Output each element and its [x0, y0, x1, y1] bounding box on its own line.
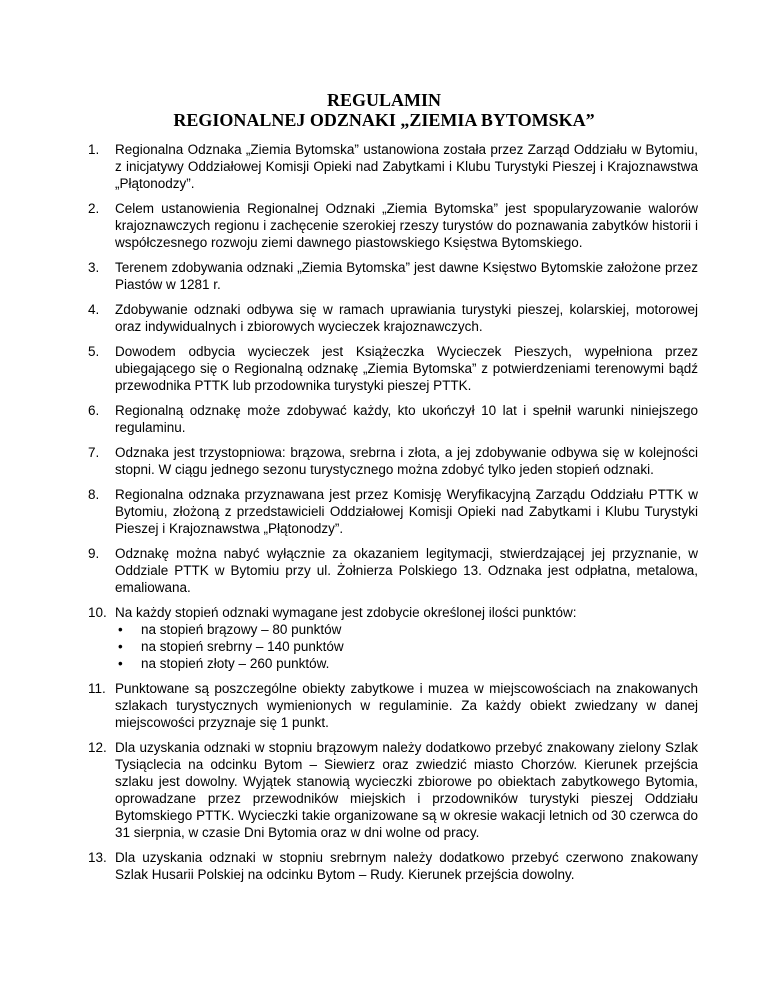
- bullet-text: na stopień brązowy – 80 punktów: [141, 622, 342, 637]
- list-item: [88, 402, 698, 436]
- list-item: [88, 343, 698, 394]
- item-number: 12.: [88, 740, 107, 755]
- bullet-item: [115, 655, 698, 672]
- list-item: [88, 200, 698, 251]
- document-subtitle: REGIONALNEJ ODZNAKI „ZIEMIA BYTOMSKA”: [173, 110, 595, 130]
- item-text: Regionalna Odznaka „Ziemia Bytomska” ustanowiona została przez Zarząd Oddziału w Bytomiu, z inicjatywy Oddziałowej Komisji Opieki nad Zabytkami i Klubu Turystyki Pieszej i Krajoznawstwa „Płątonodzy”.: [115, 142, 698, 191]
- item-text: Regionalna odznaka przyznawana jest przez Komisję Weryfikacyjną Zarządu Oddziału PTTK w Bytomiu, złożoną z przedstawicieli Oddziałowej Komisji Opieki nad Zabytkami i Klubu Turystyki Pieszej i Krajoznawstwa „Płątonodzy”.: [115, 487, 698, 536]
- list-item: [88, 545, 698, 596]
- list-item: [88, 301, 698, 335]
- item-text: Dowodem odbycia wycieczek jest Książeczka Wycieczek Pieszych, wypełniona przez ubiegającego się o Regionalną odznakę „Ziemia Bytomska” z potwierdzeniami terenowymi bądź przewodnika PTTK lub przodownika turystyki pieszej PTTK.: [115, 344, 698, 393]
- list-item: [88, 486, 698, 537]
- item-number: 5.: [88, 344, 100, 359]
- item-number: 8.: [88, 487, 100, 502]
- list-item: [88, 849, 698, 883]
- item-number: 9.: [88, 546, 100, 561]
- item-text: Terenem zdobywania odznaki „Ziemia Bytomska” jest dawne Księstwo Bytomskie założone przez Piastów w 1281 r.: [115, 260, 698, 292]
- item-text: Regionalną odznakę może zdobywać każdy, kto ukończył 10 lat i spełnił warunki niniejszego regulaminu.: [115, 403, 698, 435]
- item-text: Dla uzyskania odznaki w stopniu srebrnym należy dodatkowo przebyć czerwono znakowany Szlak Husarii Polskiej na odcinku Bytom – Rudy. Kierunek przejścia dowolny.: [115, 850, 698, 882]
- item-text: Celem ustanowienia Regionalnej Odznaki „Ziemia Bytomska” jest spopularyzowanie walorów krajoznawczych regionu i zachęcenie szerokiej rzeszy turystów do poznawania zabytków historii i współczesnego rozwoju ziemi dawnego piastowskiego Księstwa Bytomskiego.: [115, 201, 698, 250]
- item-text: Na każdy stopień odznaki wymagane jest zdobycie określonej ilości punktów:: [115, 605, 577, 620]
- item-text: Punktowane są poszczególne obiekty zabytkowe i muzea w miejscowościach na znakowanych szlakach turystycznych wymienionych w regulaminie. Za każdy obiekt zwiedzany w danej miejscowości przyznaje się 1 punkt.: [115, 681, 698, 730]
- list-item: [88, 444, 698, 478]
- item-text: Odznaka jest trzystopniowa: brązowa, srebrna i złota, a jej zdobywanie odbywa się w kolejności stopni. W ciągu jednego sezonu turystycznego można zdobyć tylko jeden stopień odznaki.: [115, 445, 698, 477]
- item-number: 2.: [88, 201, 100, 216]
- item-number: 4.: [88, 302, 100, 317]
- bullet-icon: •: [118, 639, 123, 654]
- list-item: [88, 604, 698, 672]
- item-number: 6.: [88, 403, 100, 418]
- regulations-list: [88, 141, 698, 891]
- item-number: 11.: [88, 681, 106, 696]
- item-number: 13.: [88, 850, 107, 865]
- list-item: [88, 680, 698, 731]
- item-text: Odznakę można nabyć wyłącznie za okazaniem legitymacji, stwierdzającej jej przyznanie, w Oddziale PTTK w Bytomiu przy ul. Żołnierza Polskiego 13. Odznaka jest odpłatna, metalowa, emaliowana.: [115, 546, 698, 595]
- list-item: [88, 259, 698, 293]
- item-number: 3.: [88, 260, 100, 275]
- bullet-icon: •: [118, 622, 123, 637]
- item-number: 1.: [88, 142, 100, 157]
- list-item: [88, 141, 698, 192]
- item-number: 7.: [88, 445, 100, 460]
- bullet-text: na stopień złoty – 260 punktów.: [141, 656, 330, 671]
- bullet-icon: •: [118, 656, 123, 671]
- item-text: Zdobywanie odznaki odbywa się w ramach uprawiania turystyki pieszej, kolarskiej, motorowej oraz indywidualnych i zbiorowych wycieczek krajoznawczych.: [115, 302, 698, 334]
- bullet-item: [115, 621, 698, 638]
- bullet-text: na stopień srebrny – 140 punktów: [141, 639, 344, 654]
- bullet-item: [115, 638, 698, 655]
- document-title: REGULAMIN: [326, 90, 441, 110]
- list-item: [88, 739, 698, 841]
- points-bullet-list: [115, 621, 698, 672]
- item-text: Dla uzyskania odznaki w stopniu brązowym należy dodatkowo przebyć znakowany zielony Szlak Tysiąclecia na odcinku Bytom – Siewierz oraz zwiedzić miasto Chorzów. Kierunek przejścia szlaku jest dowolny. Wyjątek stanowią wycieczki zbiorowe po obiektach zabytkowego Bytomia, oprowadzane przez przewodników miejskich i przodowników turystyki pieszej Oddziału Bytomskiego PTTK. Wycieczki takie organizowane są w okresie wakacji letnich od 30 czerwca do 31 sierpnia, w czasie Dni Bytomia oraz w dni wolne od pracy.: [115, 740, 698, 840]
- item-number: 10.: [88, 605, 107, 620]
